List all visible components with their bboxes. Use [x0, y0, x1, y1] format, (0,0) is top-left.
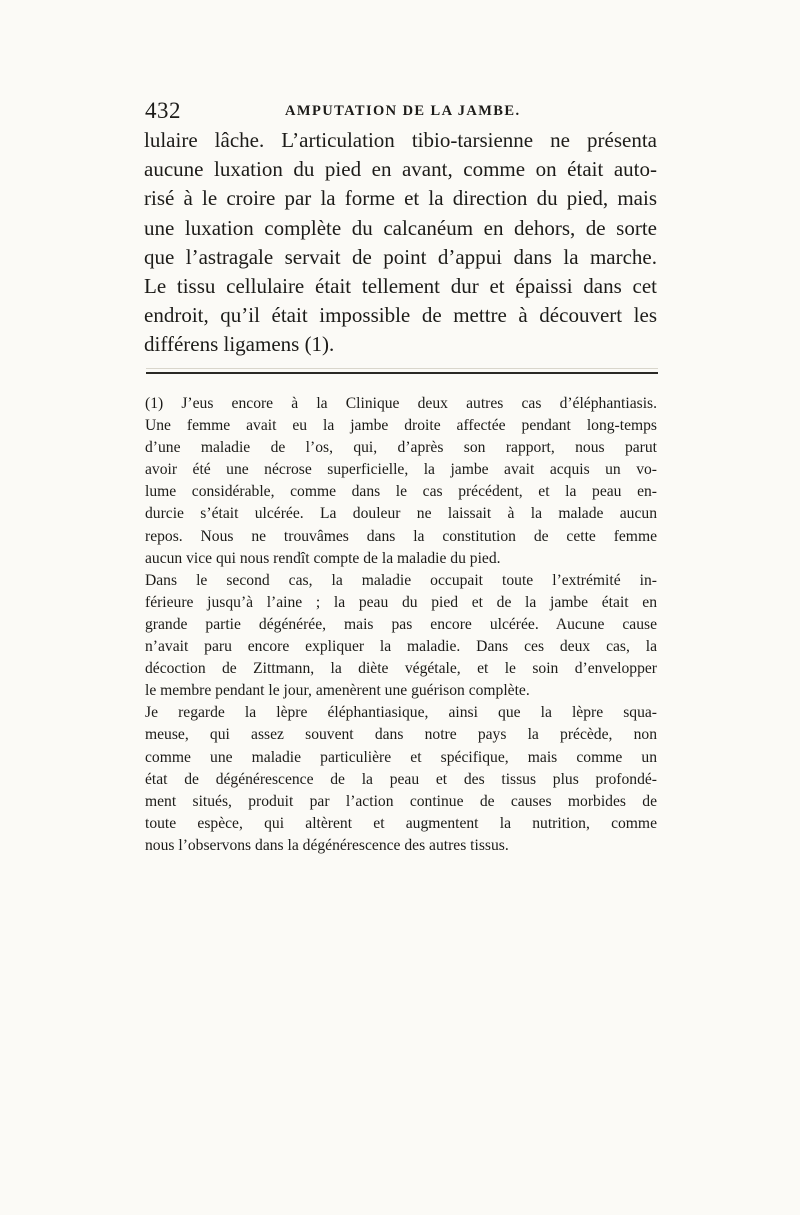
footnote-line: meuse, qui assez souvent dans notre pays la précède, non: [145, 726, 657, 744]
footnote-line: Je regarde la lèpre éléphantiasique, ainsi que la lèpre squa-: [145, 704, 657, 722]
footnote-line: (1) J’eus encore à la Clinique deux autres cas d’éléphantiasis.: [145, 395, 657, 412]
footnote-line: durcie s’était ulcérée. La douleur ne laissait à la malade aucun: [145, 505, 657, 523]
main-text-line: une luxation complète du calcanéum en dehors, de sorte: [144, 215, 657, 240]
main-text-line: différens ligamens (1).: [144, 332, 335, 357]
footnote-line: lume considérable, comme dans le cas précédent, et la peau en-: [145, 483, 657, 501]
footnote-line: aucun vice qui nous rendît compte de la maladie du pied.: [145, 549, 501, 567]
footnote-line: Une femme avait eu la jambe droite affectée pendant long-temps: [145, 417, 657, 435]
main-text-line: que l’astragale servait de point d’appui dans la marche.: [144, 244, 657, 269]
footnote-line: nous l’observons dans la dégénérescence des autres tissus.: [145, 836, 509, 854]
bleed-through-rule: [146, 368, 658, 369]
footnote-line: férieure jusqu’à l’aine ; la peau du pied et de la jambe était en: [145, 593, 657, 611]
page-number: 432: [145, 98, 181, 123]
main-text-line: aucune luxation du pied en avant, comme on était auto-: [144, 157, 657, 182]
footnote-block: [145, 393, 657, 857]
main-text-line: Le tissu cellulaire était tellement dur et épaissi dans cet: [144, 273, 657, 298]
footnote-line: le membre pendant le jour, amenèrent une guérison complète.: [145, 682, 530, 700]
footnote-line: avoir été une nécrose superficielle, la jambe avait acquis un vo-: [145, 461, 657, 479]
running-title: AMPUTATION DE LA JAMBE.: [285, 103, 521, 119]
footnote-line: d’une maladie de l’os, qui, d’après son rapport, nous parut: [145, 439, 657, 457]
footnote-separator-rule: [146, 372, 658, 374]
footnote-line: grande partie dégénérée, mais pas encore ulcérée. Aucune cause: [145, 615, 657, 633]
main-text-line: risé à le croire par la forme et la direction du pied, mais: [144, 186, 657, 211]
footnote-line: repos. Nous ne trouvâmes dans la constitution de cette femme: [145, 527, 657, 545]
main-text-line: lulaire lâche. L’articulation tibio-tarsienne ne présenta: [144, 128, 657, 152]
main-text-block: [144, 126, 657, 360]
footnote-line: n’avait paru encore expliquer la maladie. Dans ces deux cas, la: [145, 638, 657, 656]
footnote-line: toute espèce, qui altèrent et augmentent la nutrition, comme: [145, 814, 657, 832]
main-text-line: endroit, qu’il était impossible de mettre à découvert les: [144, 303, 657, 328]
footnote-line: comme une maladie particulière et spécifique, mais comme un: [145, 748, 657, 766]
page-header: [145, 98, 665, 128]
footnote-line: ment situés, produit par l’action continue de causes morbides de: [145, 792, 657, 810]
footnote-line: Dans le second cas, la maladie occupait toute l’extrémité in-: [145, 571, 657, 589]
footnote-line: état de dégénérescence de la peau et des tissus plus profondé-: [145, 770, 657, 788]
footnote-line: décoction de Zittmann, la diète végétale, et le soin d’envelopper: [145, 660, 657, 678]
